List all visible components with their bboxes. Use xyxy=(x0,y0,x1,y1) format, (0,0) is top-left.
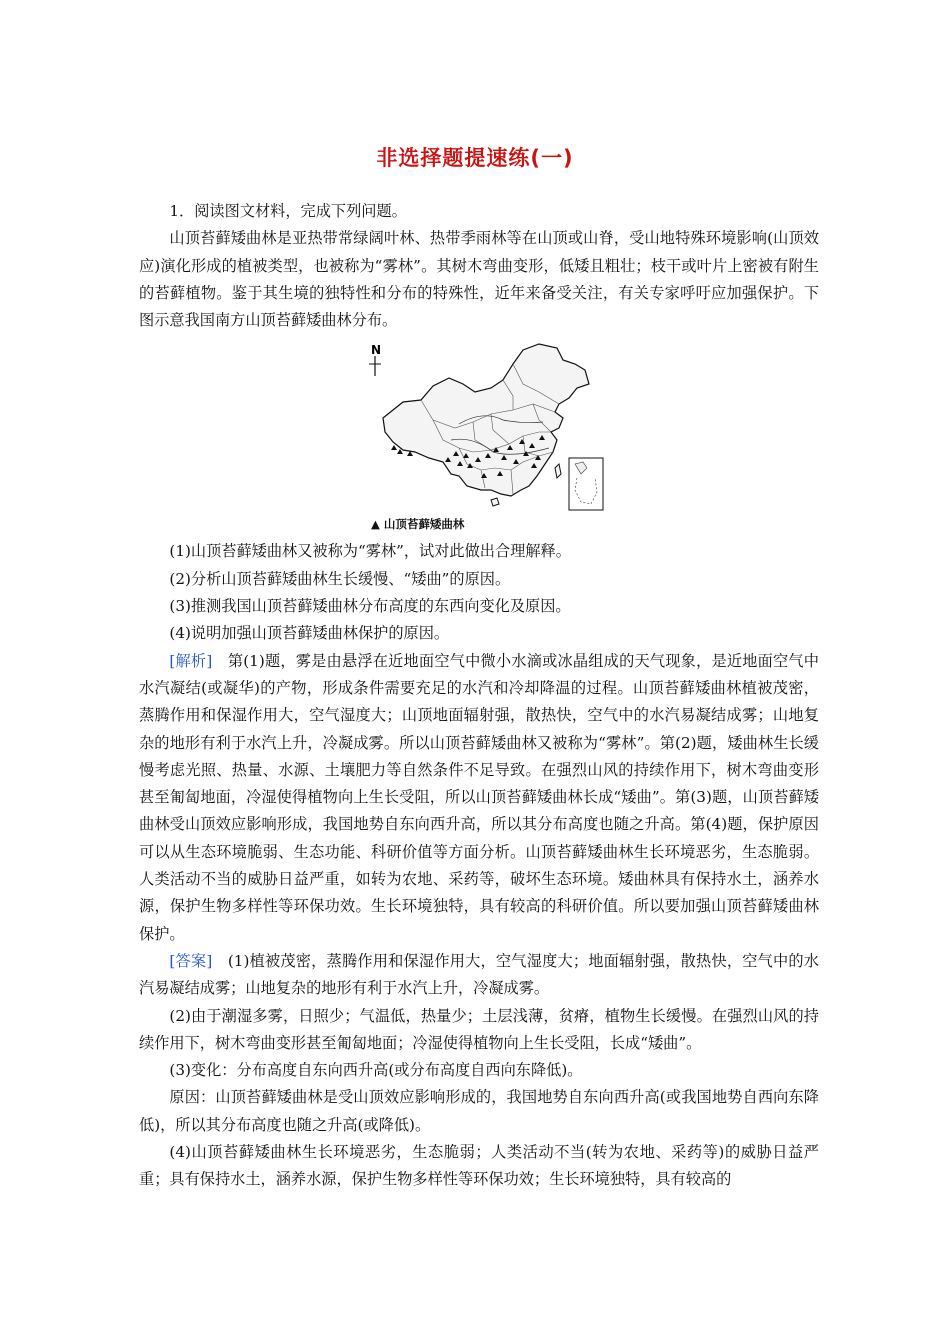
north-label: N xyxy=(371,343,382,358)
analysis-paragraph xyxy=(139,648,819,948)
map-caption xyxy=(371,511,551,538)
question-block xyxy=(139,198,819,1194)
page-title: 非选择题提速练(一) xyxy=(376,146,574,170)
answer-paragraph-3-reason: 原因：山顶苔藓矮曲林是受山顶效应影响形成的，我国地势自东向西升高(或我国地势自西向东降低)，所以其分布高度也随之升高(或降低)。 xyxy=(139,1088,819,1134)
answer-paragraph-1 xyxy=(139,948,819,1003)
answer-paragraph-2: (2)由于潮湿多雾，日照少；气温低，热量少；土层浅薄，贫瘠，植物生长缓慢。在强烈山风的持续作用下，树木弯曲变形甚至匍匐地面；冷湿使得植物向上生长受阻，长成“矮曲”。 xyxy=(139,1006,819,1052)
hainan-island xyxy=(491,498,499,506)
taiwan-island xyxy=(555,464,561,478)
question-item: (1)山顶苔藓矮曲林又被称为“雾林”，试对此做出合理解释。 xyxy=(169,542,571,561)
material-text: 山顶苔藓矮曲林是亚热带常绿阔叶林、热带季雨林等在山顶或山脊，受山地特殊环境影响(山顶效应)演化形成的植被类型，也被称为“雾林”。其树木弯曲变形，低矮且粗壮；枝干或叶片上密被有附生的苔藓植物。鉴于其生境的独特性和分布的特殊性，近年来备受关注，有关专家呼吁应加强保护。下图示意我国南方山顶苔藓矮曲林分布。 xyxy=(139,229,819,330)
question-item: (3)推测我国山顶苔藓矮曲林分布高度的东西向变化及原因。 xyxy=(169,597,571,616)
question-item: (2)分析山顶苔藓矮曲林生长缓慢、“矮曲”的原因。 xyxy=(169,569,511,588)
analysis-text: 第(1)题，雾是由悬浮在近地面空气中微小水滴或冰晶组成的天气现象，是近地面空气中水汽凝结(或凝华)的产物，形成条件需要充足的水汽和冷却降温的过程。山顶苔藓矮曲林植被茂密，蒸腾作用和保湿作用大，空气湿度大；山顶地面辐射强，散热快，空气中的水汽易凝结成雾；山地复杂的地形有利于水汽上升，冷凝成雾。所以山顶苔藓矮曲林又被称为“雾林”。第(2)题，矮曲林生长缓慢考虑光照、热量、水源、土壤肥力等自然条件不足导致。在强烈山风的持续作用下，树木弯曲变形甚至匍匐地面，冷湿使得植物向上生长受阻，所以山顶苔藓矮曲林长成“矮曲”。第(3)题，山顶苔藓矮曲林受山顶效应影响形成，我国地势自东向西升高，所以其分布高度也随之升高。第(4)题，保护原因可以从生态环境脆弱、生态功能、科研价值等方面分析。山顶苔藓矮曲林生长环境恶劣，生态脆弱。人类活动不当的威胁日益严重，如转为农地、采药等，破坏生态环境。矮曲林具有保持水土，涵养水源，保护生物多样性等环保功效。生长环境独特，具有较高的科研价值。所以要加强山顶苔藓矮曲林保护。 xyxy=(139,651,819,943)
question-item: (4)说明加强山顶苔藓矮曲林保护的原因。 xyxy=(169,624,450,643)
map-caption-label: 山顶苔藓矮曲林 xyxy=(383,517,465,532)
answer-tag: [答案] xyxy=(169,951,213,970)
china-map-image xyxy=(363,340,623,525)
analysis-tag: [解析] xyxy=(169,651,213,670)
china-map-figure xyxy=(139,340,819,530)
south-china-sea-inset xyxy=(569,458,603,510)
forest-site-marker xyxy=(391,445,397,450)
answer-text-1: (1)植被茂密，蒸腾作用和保湿作用大，空气湿度大；地面辐射强，散热快，空气中的水汽易凝结成雾；山地复杂的地形有利于水汽上升，冷凝成雾。 xyxy=(139,951,819,998)
answer-paragraph-3-change: (3)变化：分布高度自东向西升高(或分布高度自西向东降低)。 xyxy=(169,1061,583,1080)
triangle-icon: ▲ xyxy=(371,517,380,532)
question-intro: 1．阅读图文材料，完成下列问题。 xyxy=(169,202,407,220)
answer-paragraph-4: (4)山顶苔藓矮曲林生长环境恶劣，生态脆弱；人类活动不当(转为农地、采药等)的威胁日益严重；具有保持水土，涵养水源，保护生物多样性等环保功效；生长环境独特，具有较高的 xyxy=(139,1143,819,1189)
